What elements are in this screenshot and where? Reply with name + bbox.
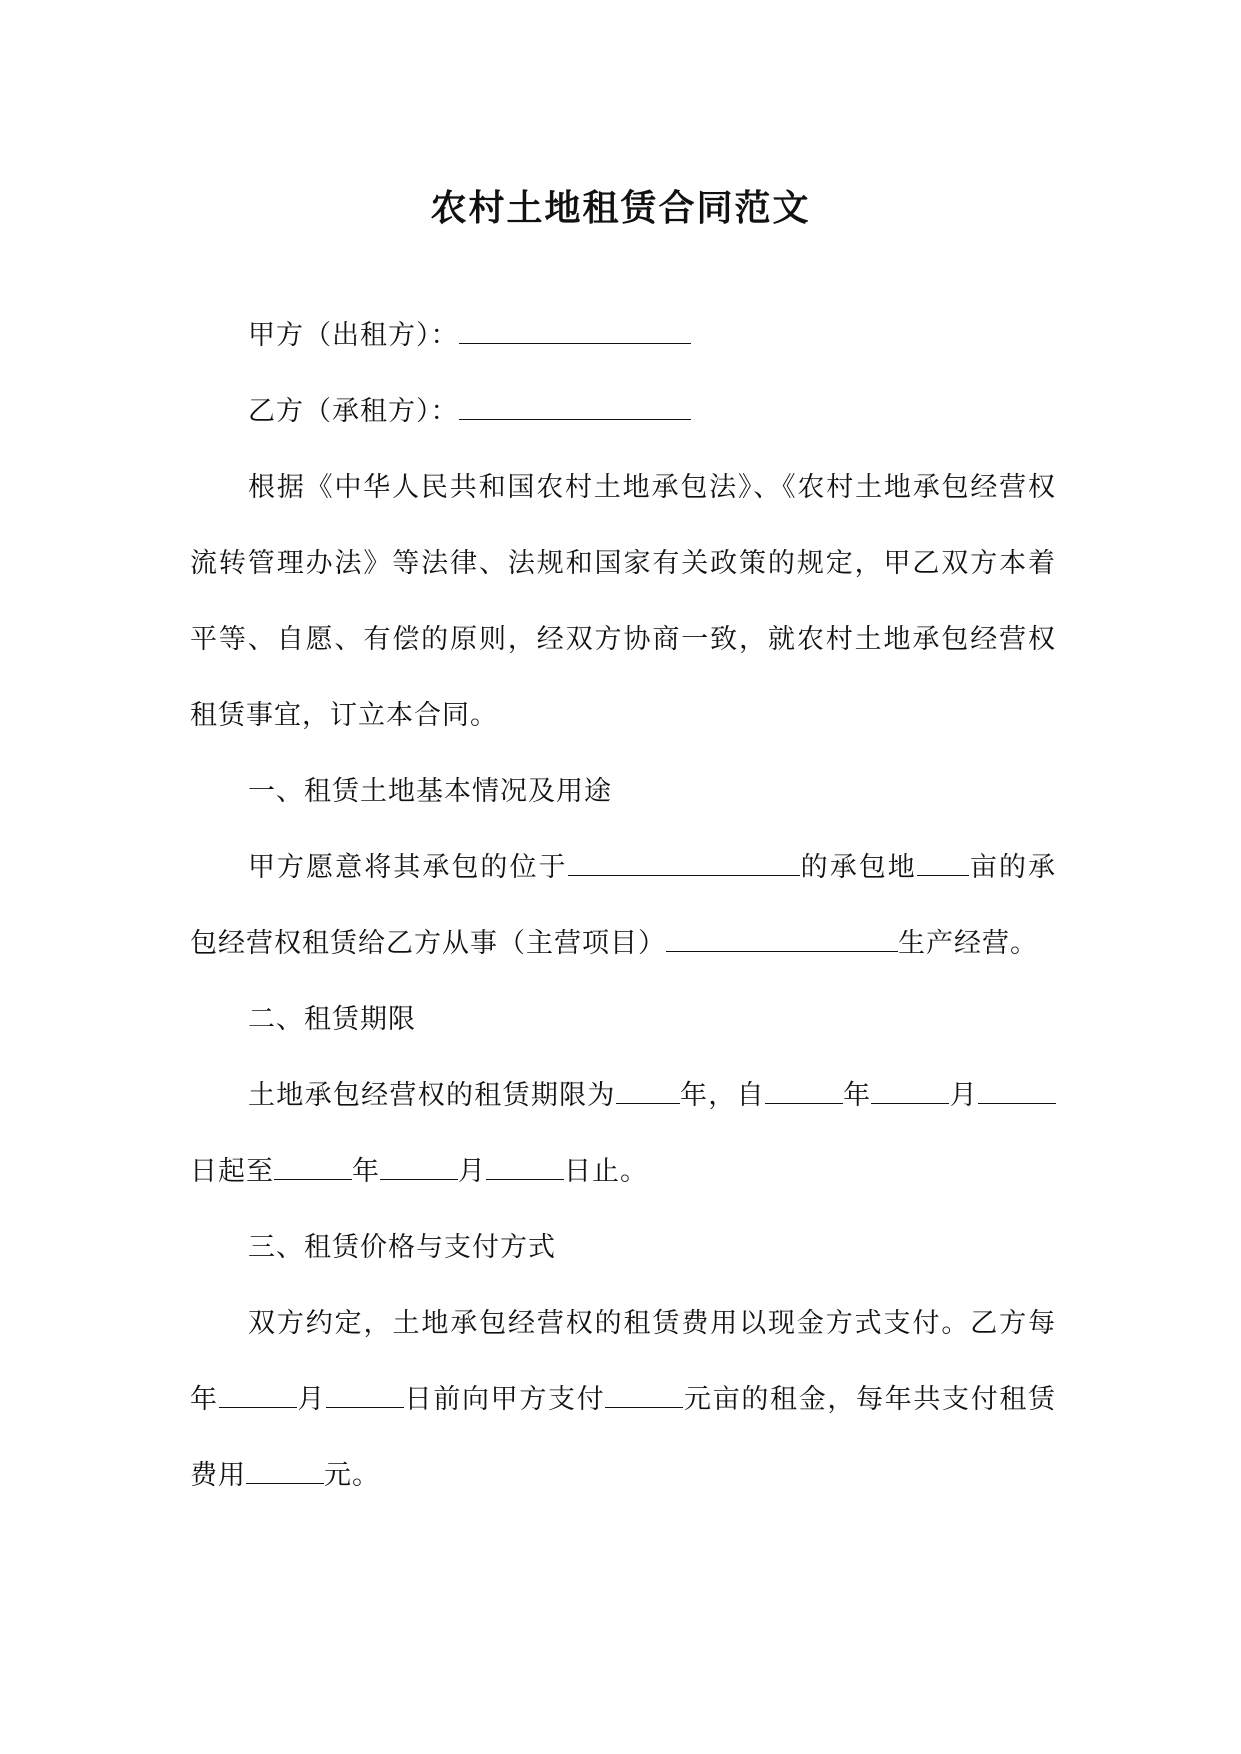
- section3-text: 月: [296, 1384, 327, 1415]
- section2-text: 年: [352, 1156, 380, 1187]
- section1-text: 亩的承包经营权租赁给乙方从事（主营项目）: [190, 852, 1057, 959]
- party-a-blank[interactable]: [459, 323, 691, 344]
- section3-text: 日前向甲方支付: [404, 1384, 606, 1415]
- section1-paragraph: [190, 830, 1056, 982]
- document-title: 农村土地租赁合同范文: [430, 187, 811, 229]
- section2-heading: 二、租赁期限: [248, 1004, 416, 1035]
- party-b-label: 乙方（承租方）：: [248, 396, 459, 427]
- preamble-paragraph: 根据《中华人民共和国农村土地承包法》、《农村土地承包经营权流转管理办法》等法律、法规和国家有关政策的规定，甲乙双方本着平等、自愿、有偿的原则，经双方协商一致，就农村土地承包经营权租赁事宜，订立本合同。: [190, 472, 1056, 731]
- section2-text: 年: [842, 1080, 872, 1111]
- end-day-blank[interactable]: [486, 1159, 564, 1180]
- start-month-blank[interactable]: [871, 1083, 949, 1104]
- main-project-blank[interactable]: [666, 931, 898, 952]
- section3-text: 元亩的租金，每年共支付租赁费用: [190, 1384, 1057, 1491]
- section1-text: 生产经营。: [898, 928, 1038, 959]
- payment-day-blank[interactable]: [326, 1387, 404, 1408]
- section3-text: 双方约定，土地承包经营权的租赁费用以现金方式支付。乙方每年: [190, 1308, 1056, 1415]
- party-b-blank[interactable]: [459, 399, 691, 420]
- section3-paragraph: [190, 1286, 1056, 1514]
- payment-month-blank[interactable]: [219, 1387, 297, 1408]
- land-area-blank[interactable]: [917, 855, 969, 876]
- section2-text: 月: [949, 1080, 979, 1111]
- section2-text: 土地承包经营权的租赁期限为: [248, 1080, 616, 1111]
- term-years-blank[interactable]: [616, 1083, 680, 1104]
- section3-text: 元。: [324, 1460, 380, 1491]
- section3-heading: 三、租赁价格与支付方式: [248, 1232, 556, 1263]
- end-month-blank[interactable]: [380, 1159, 458, 1180]
- annual-total-blank[interactable]: [246, 1463, 324, 1484]
- section2-text: 日止。: [564, 1156, 648, 1187]
- section2-text: 年，自: [679, 1080, 765, 1111]
- end-year-blank[interactable]: [274, 1159, 352, 1180]
- section1-text: 甲方愿意将其承包的位于: [248, 852, 568, 883]
- document-body: [190, 298, 1056, 1514]
- section1-text: 的承包地: [799, 852, 917, 883]
- party-a-label: 甲方（出租方）：: [248, 320, 459, 351]
- section2-text: 月: [458, 1156, 486, 1187]
- section1-heading: 一、租赁土地基本情况及用途: [248, 776, 612, 807]
- land-location-blank[interactable]: [568, 855, 800, 876]
- start-day-blank[interactable]: [978, 1083, 1056, 1104]
- rent-per-mu-blank[interactable]: [605, 1387, 683, 1408]
- start-year-blank[interactable]: [765, 1083, 843, 1104]
- party-b-line: [190, 374, 1056, 450]
- party-a-line: [190, 298, 1056, 374]
- section2-text: 日起至: [190, 1156, 274, 1187]
- section2-paragraph: [190, 1058, 1056, 1210]
